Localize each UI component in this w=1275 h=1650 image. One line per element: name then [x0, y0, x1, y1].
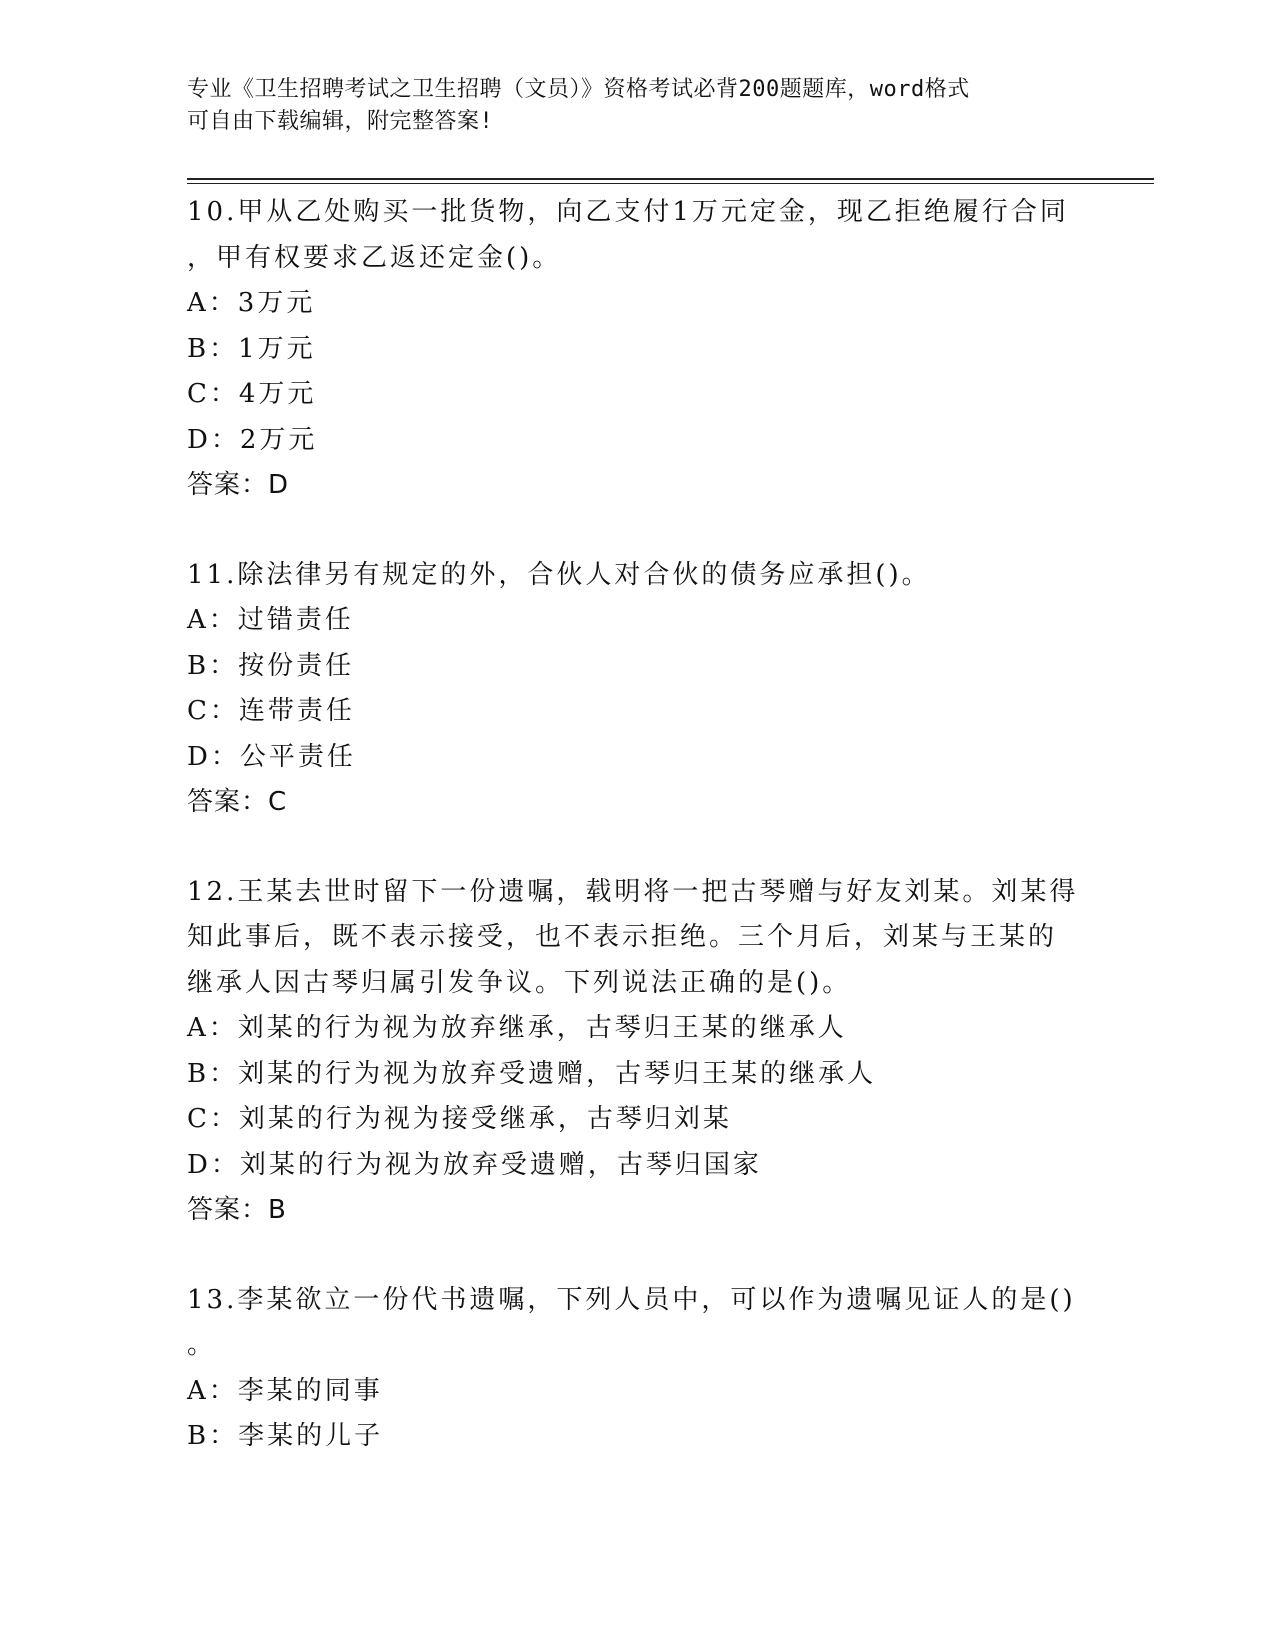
- option-c: C：刘某的行为视为接受继承，古琴归刘某: [187, 1104, 732, 1134]
- document-header: [187, 74, 1067, 138]
- answer-line: 答案：D: [187, 470, 290, 500]
- question-13: [187, 1278, 1137, 1460]
- option-a: A：过错责任: [187, 605, 354, 635]
- option-b: B：1万元: [187, 333, 316, 364]
- question-10: [187, 190, 1137, 509]
- question-text-line: 12.王某去世时留下一份遗嘱，载明将一把古琴赠与好友刘某。刘某得: [187, 876, 1079, 907]
- option-d: D：刘某的行为视为放弃受遗赠，古琴归国家: [187, 1149, 762, 1180]
- question-text-line: 继承人因古琴归属引发争议。下列说法正确的是()。: [187, 967, 852, 998]
- header-divider-thin: [187, 183, 1154, 184]
- question-list: [187, 190, 1137, 1504]
- option-a: A：李某的同事: [187, 1375, 383, 1406]
- header-divider-thick: [187, 178, 1154, 180]
- question-text-line: 10.甲从乙处购买一批货物，向乙支付1万元定金，现乙拒绝履行合同: [187, 197, 1069, 227]
- option-a: A：刘某的行为视为放弃继承，古琴归王某的继承人: [187, 1013, 847, 1043]
- option-a: A：3万元: [187, 288, 316, 318]
- option-b: B：按份责任: [187, 650, 355, 681]
- option-c: C：4万元: [187, 379, 317, 409]
- question-text-line: 13.李某欲立一份代书遗嘱，下列人员中，可以作为遗嘱见证人的是(): [187, 1284, 1076, 1315]
- option-d: D：公平责任: [187, 741, 356, 772]
- question-text-line: 11.除法律另有规定的外，合伙人对合伙的债务应承担()。: [187, 559, 931, 590]
- question-text-line: 。: [187, 1330, 217, 1360]
- answer-line: 答案：C: [187, 787, 288, 817]
- header-line-1: 专业《卫生招聘考试之卫生招聘（文员）》资格考试必背200题题库，word格式: [187, 77, 970, 102]
- question-text-line: ，甲有权要求乙返还定金()。: [187, 242, 562, 273]
- answer-line: 答案：B: [187, 1195, 287, 1225]
- option-b: B：李某的儿子: [187, 1421, 384, 1451]
- option-b: B：刘某的行为视为放弃受遗赠，古琴归王某的继承人: [187, 1058, 877, 1089]
- option-d: D：2万元: [187, 424, 318, 455]
- question-12: [187, 870, 1137, 1234]
- header-line-2: 可自由下载编辑，附完整答案!: [187, 109, 494, 134]
- question-11: [187, 553, 1137, 826]
- option-c: C：连带责任: [187, 696, 355, 726]
- question-text-line: 知此事后，既不表示接受，也不表示拒绝。三个月后，刘某与王某的: [187, 922, 1058, 952]
